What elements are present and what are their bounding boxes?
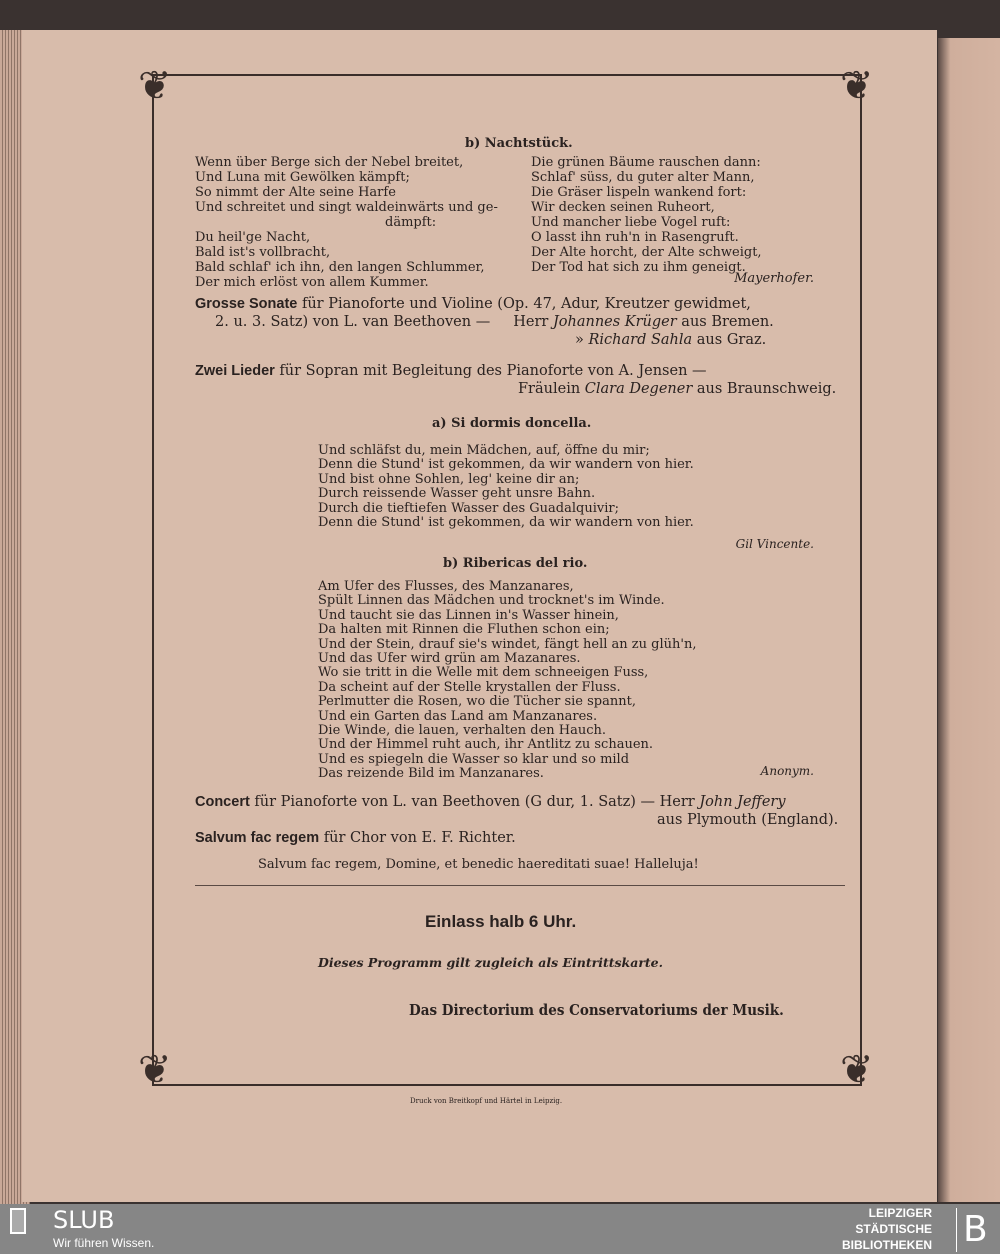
verse-line: Die Winde, die lauen, verhalten den Hauch. <box>318 723 606 739</box>
origin: aus Plymouth (England). <box>657 812 839 828</box>
printer-note: Druck von Breitkopf und Härtel in Leipzig. <box>410 1097 563 1105</box>
ornament-corner-icon: ❦ <box>840 1047 874 1093</box>
verse-line: Und es spiegeln die Wasser so klar und so mild <box>318 751 630 767</box>
title-herr: Herr <box>513 314 549 330</box>
piece-title: Grosse Sonate <box>195 296 298 312</box>
verse-line: Und bist ohne Sohlen, leg' keine dir an; <box>318 471 580 487</box>
programm-note: Dieses Programm gilt zugleich als Eintrittskarte. <box>318 955 663 970</box>
nachtstueck-title: b) Nachtstück. <box>465 136 573 151</box>
verse-line: Und das Ufer wird grün am Mazanares. <box>318 651 581 667</box>
verse-line: Der mich erlöst von allem Kummer. <box>195 275 429 290</box>
nachtstueck-right <box>531 155 762 275</box>
verse-line: Durch reissende Wasser geht unsre Bahn. <box>318 486 596 502</box>
verse-line: Die grünen Bäume rauschen dann: <box>531 155 761 170</box>
performer: John Jeffery <box>699 794 786 810</box>
verse-line: Und mancher liebe Vogel ruft: <box>531 215 731 230</box>
verse-line: Und taucht sie das Linnen in's Wasser hinein, <box>318 607 619 623</box>
nachtstueck-left <box>195 155 498 290</box>
verse-line: Da halten mit Rinnen die Fluthen schon ein; <box>318 622 610 638</box>
verse-line: Und ein Garten das Land am Manzanares. <box>318 708 598 724</box>
author: Gil Vincente. <box>735 537 814 551</box>
piece-title: Concert <box>195 794 250 810</box>
performer: Clara Degener <box>584 381 693 397</box>
origin: aus Braunschweig. <box>696 381 837 397</box>
verse-line: Bald schlaf' ich ihn, den langen Schlummer, <box>195 260 485 275</box>
library-name: BIBLIOTHEKEN <box>842 1238 932 1252</box>
piece-title: Zwei Lieder <box>195 363 275 379</box>
si-dormis-title: a) Si dormis doncella. <box>432 416 592 431</box>
author: Mayerhofer. <box>734 271 814 286</box>
performer: Johannes Krüger <box>552 314 677 330</box>
verse-line: Wenn über Berge sich der Nebel breitet, <box>195 155 464 170</box>
verse-line: Durch die tieftiefen Wasser des Guadalquivir; <box>318 500 619 516</box>
slub-slogan: Wir führen Wissen. <box>53 1236 155 1250</box>
verse-line: Spült Linnen das Mädchen und trocknet's im Winde. <box>318 593 665 609</box>
piece-desc: für Chor von E. F. Richter. <box>323 830 516 846</box>
verse-line: Und Luna mit Gewölken kämpft; <box>195 170 410 185</box>
salvum-text: Salvum fac regem, Domine, et benedic haereditati suae! Halleluja! <box>258 857 699 872</box>
verse-line: Und schläfst du, mein Mädchen, auf, öffne du mir; <box>318 443 650 458</box>
book-icon <box>10 1208 26 1234</box>
verse-line: Wir decken seinen Ruheort, <box>531 200 715 215</box>
piece-desc: für Sopran mit Begleitung des Pianoforte von A. Jensen — <box>279 363 707 379</box>
verse-line: Denn die Stund' ist gekommen, da wir wandern von hier. <box>318 515 694 531</box>
verse-line: Wo sie tritt in die Welle mit dem schneeigen Fuss, <box>318 665 649 681</box>
verse-line: Und der Himmel ruht auch, ihr Antlitz zu schauen. <box>318 737 654 753</box>
facing-page-edge <box>938 38 1000 1202</box>
piece-title: Salvum fac regem <box>195 830 320 846</box>
einlass: Einlass halb 6 Uhr. <box>425 912 577 931</box>
piece-desc: 2. u. 3. Satz) von L. van Beethoven — <box>215 314 491 330</box>
footer-bar <box>0 1204 1000 1254</box>
verse-line: Das reizende Bild im Manzanares. <box>318 766 544 782</box>
verse-line: Perlmutter die Rosen, wo die Tücher sie spannt, <box>318 694 636 710</box>
verse-line: Und schreitet und singt waldeinwärts und ge- <box>195 200 498 215</box>
slub-logo[interactable]: SLUB <box>53 1206 115 1234</box>
verse-line: Der Tod hat sich zu ihm geneigt. <box>531 260 746 275</box>
origin: aus Bremen. <box>681 314 774 330</box>
piece-desc: für Pianoforte und Violine (Op. 47, Adur, Kreutzer gewidmet, <box>301 296 751 312</box>
verse-line: O lasst ihn ruh'n in Rasengruft. <box>531 230 739 245</box>
library-logo[interactable] <box>842 1205 932 1253</box>
title-fraeulein: Fräulein <box>518 381 581 397</box>
verse-line: Und der Stein, drauf sie's windet, fängt hell an zu glüh'n, <box>318 636 697 652</box>
directorium-signature: Das Directorium des Conservatoriums der Musik. <box>409 1001 784 1019</box>
ditto: » <box>575 332 584 348</box>
piece-desc: für Pianoforte von L. van Beethoven (G dur, 1. Satz) — Herr <box>254 794 695 810</box>
si-dormis-verse <box>318 444 694 530</box>
verse-line: Die Gräser lispeln wankend fort: <box>531 185 747 200</box>
verse-line: So nimmt der Alte seine Harfe <box>195 185 396 200</box>
verse-line: Bald ist's vollbracht, <box>195 245 331 260</box>
ribericas-verse <box>318 580 696 782</box>
verse-line: dämpft: <box>385 215 437 230</box>
divider <box>195 885 845 886</box>
author: Anonym. <box>760 764 814 778</box>
verse-line: Da scheint auf der Stelle krystallen der Fluss. <box>318 679 621 695</box>
library-name: LEIPZIGER <box>868 1206 932 1220</box>
verse-line: Am Ufer des Flusses, des Manzanares, <box>318 579 574 594</box>
verse-line: Der Alte horcht, der Alte schweigt, <box>531 245 762 260</box>
library-name: STÄDTISCHE <box>855 1222 932 1236</box>
performer: Richard Sahla <box>588 332 693 348</box>
origin: aus Graz. <box>696 332 767 348</box>
ornament-corner-icon: ❦ <box>840 63 874 109</box>
ornament-corner-icon: ❦ <box>138 63 172 109</box>
ornament-corner-icon: ❦ <box>138 1047 172 1093</box>
verse-line: Du heil'ge Nacht, <box>195 230 311 245</box>
ribericas-title: b) Ribericas del rio. <box>443 556 588 571</box>
verse-line: Schlaf' süss, du guter alter Mann, <box>531 170 755 185</box>
verse-line: Denn die Stund' ist gekommen, da wir wandern von hier. <box>318 457 694 473</box>
library-b-icon: B <box>956 1208 986 1252</box>
